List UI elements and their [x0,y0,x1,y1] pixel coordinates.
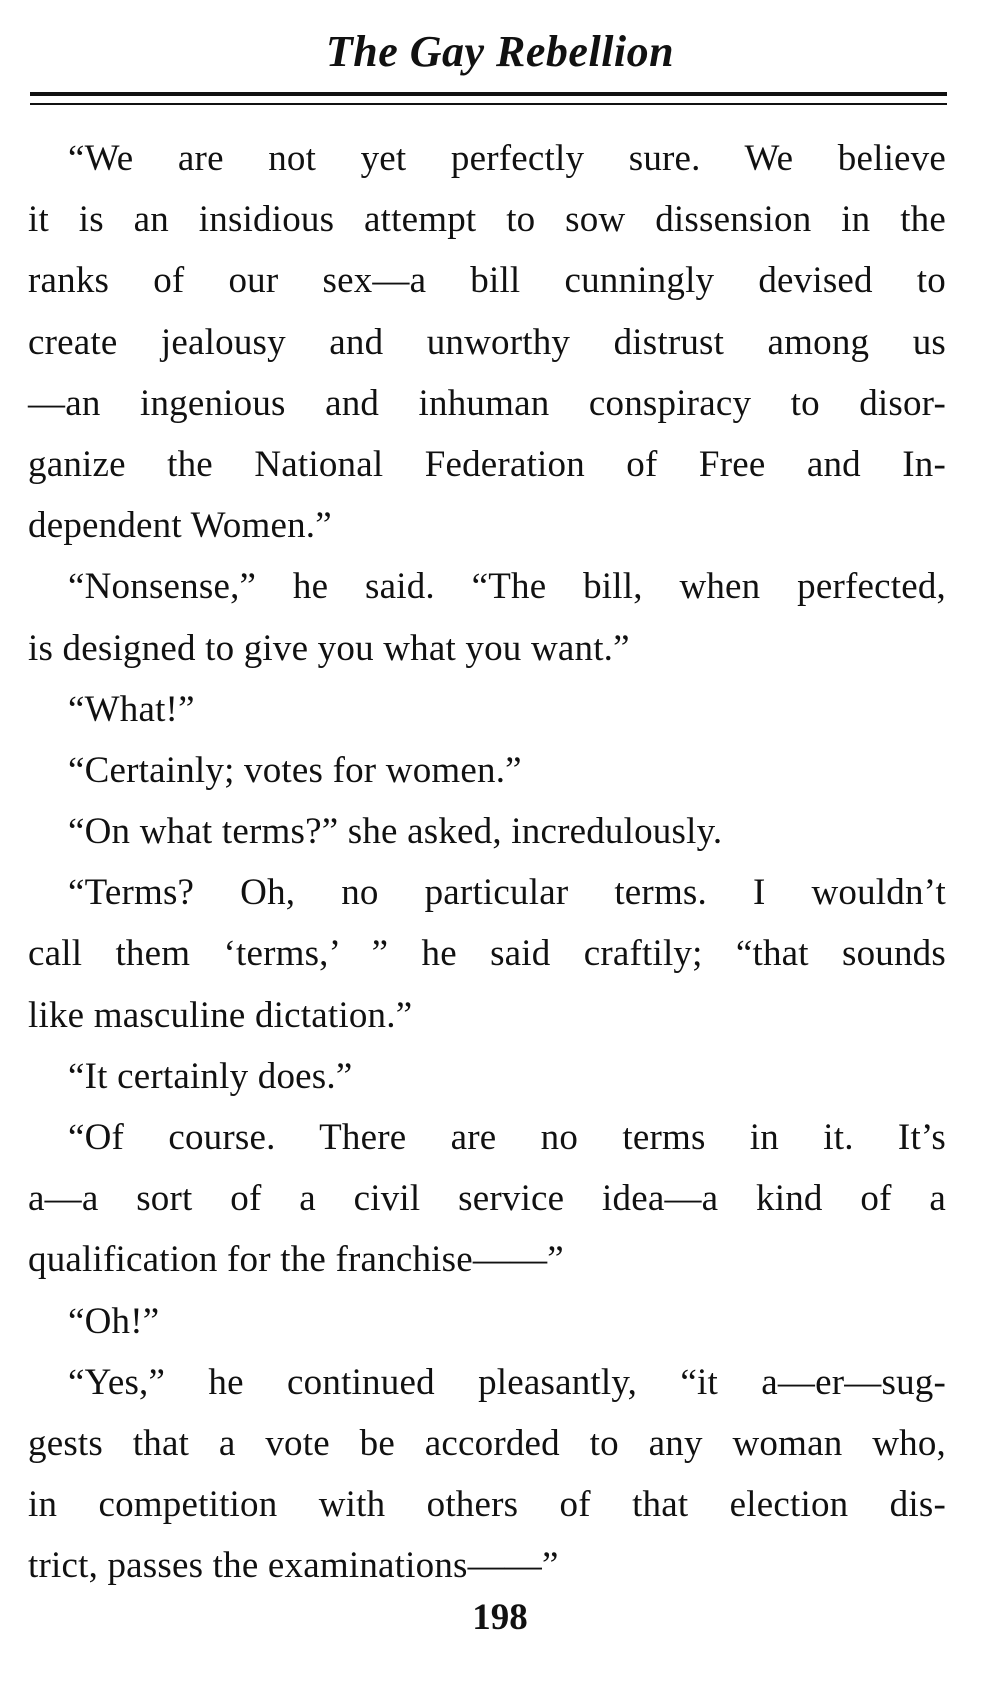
text-line: “We are not yet perfectly sure. We believe [68,138,946,179]
text-line: “Certainly; votes for women.” [68,749,522,791]
text-line: “What!” [68,688,195,730]
page-number: 198 [472,1597,528,1638]
text-line: —an ingenious and inhuman conspiracy to disor- [28,382,946,424]
text-line: create jealousy and unworthy distrust among us [28,321,946,363]
text-line: ganize the National Federation of Free and In- [28,443,946,485]
text-line: “Of course. There are no terms in it. It’s [68,1117,946,1158]
header-rule-thick [30,92,947,96]
body-text [28,128,946,1597]
text-line: like masculine dictation.” [28,994,413,1036]
text-line: call them ‘terms,’ ” he said craftily; “that sounds [28,933,946,975]
text-line: gests that a vote be accorded to any woman who, [28,1422,946,1464]
text-line: “It certainly does.” [68,1055,353,1097]
text-line: dependent Women.” [28,505,332,547]
text-line: a—a sort of a civil service idea—a kind of a [28,1178,946,1220]
text-line: ranks of our sex—a bill cunningly devised to [28,260,946,302]
text-line: “On what terms?” she asked, incredulously. [68,811,723,853]
running-head: The Gay Rebellion [325,27,675,76]
header-rule-thin [30,103,947,105]
text-line: “Yes,” he continued pleasantly, “it a—er—sug- [68,1361,946,1403]
text-line: qualification for the franchise——” [28,1239,564,1281]
text-line: trict, passes the examinations——” [28,1545,559,1587]
text-line: in competition with others of that election dis- [28,1484,946,1526]
text-line: it is an insidious attempt to sow dissension in the [28,199,946,241]
text-line: “Terms? Oh, no particular terms. I wouldn’t [68,872,946,914]
text-line: is designed to give you what you want.” [28,627,630,669]
text-line: “Oh!” [68,1300,160,1342]
text-line: “Nonsense,” he said. “The bill, when perfected, [68,566,946,608]
